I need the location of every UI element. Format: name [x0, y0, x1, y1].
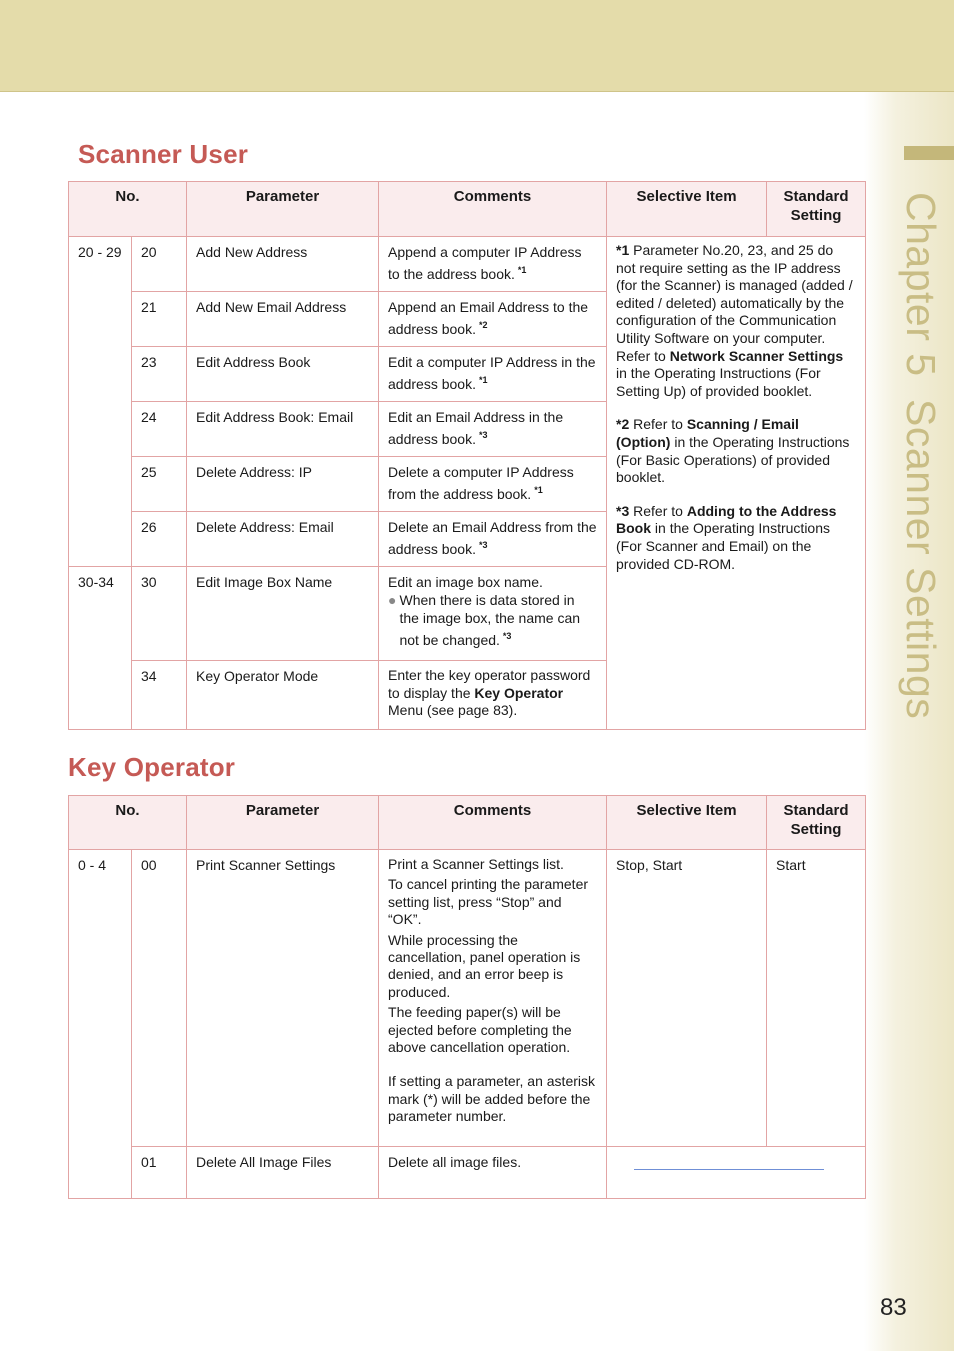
footnote-3-mark: *3 [616, 502, 630, 519]
chapter-number-label: Chapter 5 [898, 192, 944, 377]
comment-line-2: To cancel printing the parameter setting list, press “Stop” and “OK”. [388, 876, 589, 928]
row-selective-standard [607, 1147, 866, 1199]
footnote-ref: *1 [478, 375, 488, 385]
row-parameter: Delete Address: IP [187, 457, 379, 512]
footnote-2 [616, 416, 856, 486]
footnote-ref: *1 [517, 265, 527, 275]
row-number: 26 [132, 512, 187, 567]
footnote-1 [616, 242, 856, 400]
row-number: 21 [132, 292, 187, 347]
table-row [69, 1147, 866, 1199]
row-comment [379, 237, 607, 292]
footnote-3 [616, 503, 856, 573]
footnote-ref: *1 [534, 485, 543, 495]
footnote-1-bold: Network Scanner Settings [669, 347, 844, 364]
comment-line-4: The feeding paper(s) will be ejected before completing the above cancellation operation. [388, 1004, 572, 1056]
comment-text: Enter the key operator password to display the [388, 667, 591, 701]
row-number: 25 [132, 457, 187, 512]
bullet-dot-icon: ● [388, 592, 397, 608]
footnote-ref: *3 [478, 540, 488, 550]
comment-line-1: Print a Scanner Settings list. [388, 856, 564, 872]
header-standard-setting: Standard Setting [767, 796, 866, 850]
bullet-text-wrap [399, 591, 597, 649]
comment-text: Append an Email Address to the address book. [388, 299, 589, 337]
page-number: 83 [880, 1294, 907, 1321]
row-comment [379, 512, 607, 567]
row-number: 20 [132, 237, 187, 292]
row-number: 34 [132, 661, 187, 730]
footnote-1-tail: in the Operating Instructions (For Setting Up) of provided booklet. [616, 365, 821, 399]
footnote-ref: *3 [502, 631, 512, 641]
row-comment [379, 457, 607, 512]
row-comment [379, 661, 607, 730]
row-number: 23 [132, 347, 187, 402]
bullet-text: When there is data stored in the image box, the name can not be changed. [399, 592, 581, 648]
comment-text: Edit an Email Address in the address book. [388, 409, 564, 447]
comment-text: Delete a computer IP Address from the address book. [388, 464, 574, 502]
row-parameter: Edit Address Book: Email [187, 402, 379, 457]
row-comment: Delete all image files. [379, 1147, 607, 1199]
table-header-row [69, 796, 866, 850]
footnote-ref: *3 [478, 430, 488, 440]
comment-text: Delete an Email Address from the address book. [388, 519, 597, 557]
scanner-user-table [68, 181, 866, 730]
row-comment [379, 567, 607, 661]
header-selective-item: Selective Item [607, 796, 767, 850]
footnote-3-text: Refer to [633, 502, 683, 519]
footnote-3-bold: Adding to the Address Book [616, 502, 837, 537]
key-operator-title: Key Operator [68, 752, 236, 782]
footnote-2-bold: Scanning / Email (Option) [616, 416, 799, 450]
chapter-title-label: Scanner Settings [898, 398, 944, 719]
header-selective-item: Selective Item [607, 182, 767, 237]
comment-text: Edit a computer IP Address in the address book. [388, 354, 596, 392]
row-comment [379, 850, 607, 1147]
comment-text: Edit an image box name. [388, 574, 543, 590]
row-parameter: Key Operator Mode [187, 661, 379, 730]
footnote-1-text: Parameter No.20, 23, and 25 do not require setting as the IP address (for the Scanner) is managed (added / edited / deleted) automatically by the configuration of the Communication Utility Software on your computer. Refer to [616, 242, 853, 364]
comment-line-5: If setting a parameter, an asterisk mark (*) will be added before the parameter number. [388, 1073, 596, 1125]
row-number: 00 [132, 850, 187, 1147]
row-number: 30 [132, 567, 187, 661]
table-header-row [69, 182, 866, 237]
header-parameter: Parameter [187, 796, 379, 850]
group-cell: 20 - 29 [69, 237, 132, 567]
chapter-side-label [896, 192, 944, 719]
footnote-ref: *2 [478, 320, 488, 330]
scanner-user-title: Scanner User [78, 139, 249, 169]
row-parameter: Edit Address Book [187, 347, 379, 402]
selective-rule [634, 1169, 824, 1170]
header-band [0, 0, 954, 92]
comment-tail: Menu (see page 83). [388, 702, 518, 718]
footnote-3-tail: in the Operating Instructions (For Scanner and Email) on the provided CD-ROM. [616, 520, 831, 572]
footnote-2-tail: in the Operating Instructions (For Basic Operations) of provided booklet. [616, 433, 850, 486]
row-standard-setting: Start [767, 850, 866, 1147]
header-comments: Comments [379, 796, 607, 850]
footnotes-cell [607, 237, 866, 730]
row-number: 24 [132, 402, 187, 457]
header-no: No. [69, 182, 187, 237]
row-parameter: Delete Address: Email [187, 512, 379, 567]
header-comments: Comments [379, 182, 607, 237]
header-standard-setting: Standard Setting [767, 182, 866, 237]
row-selective-item: Stop, Start [607, 850, 767, 1147]
row-parameter: Add New Email Address [187, 292, 379, 347]
footnote-2-mark: *2 [616, 416, 630, 433]
group-cell: 0 - 4 [69, 850, 132, 1199]
comment-line-3: While processing the cancellation, panel operation is denied, and an error beep is produced. [388, 931, 581, 1000]
group-cell: 30-34 [69, 567, 132, 730]
header-parameter: Parameter [187, 182, 379, 237]
footnote-1-mark: *1 [616, 242, 630, 258]
table-row [69, 850, 866, 1147]
comment-text: Append a computer IP Address to the address book. [388, 244, 582, 282]
row-number: 01 [132, 1147, 187, 1199]
row-comment [379, 402, 607, 457]
row-comment [379, 347, 607, 402]
comment-bold: Key Operator [474, 684, 564, 701]
comment-bullet [388, 591, 597, 649]
row-parameter: Add New Address [187, 237, 379, 292]
row-parameter: Delete All Image Files [187, 1147, 379, 1199]
key-operator-table [68, 795, 866, 1199]
header-no: No. [69, 796, 187, 850]
chapter-tab-marker [904, 146, 954, 160]
row-parameter: Print Scanner Settings [187, 850, 379, 1147]
row-parameter: Edit Image Box Name [187, 567, 379, 661]
row-comment [379, 292, 607, 347]
footnote-2-text: Refer to [633, 416, 683, 433]
table-row [69, 237, 866, 292]
